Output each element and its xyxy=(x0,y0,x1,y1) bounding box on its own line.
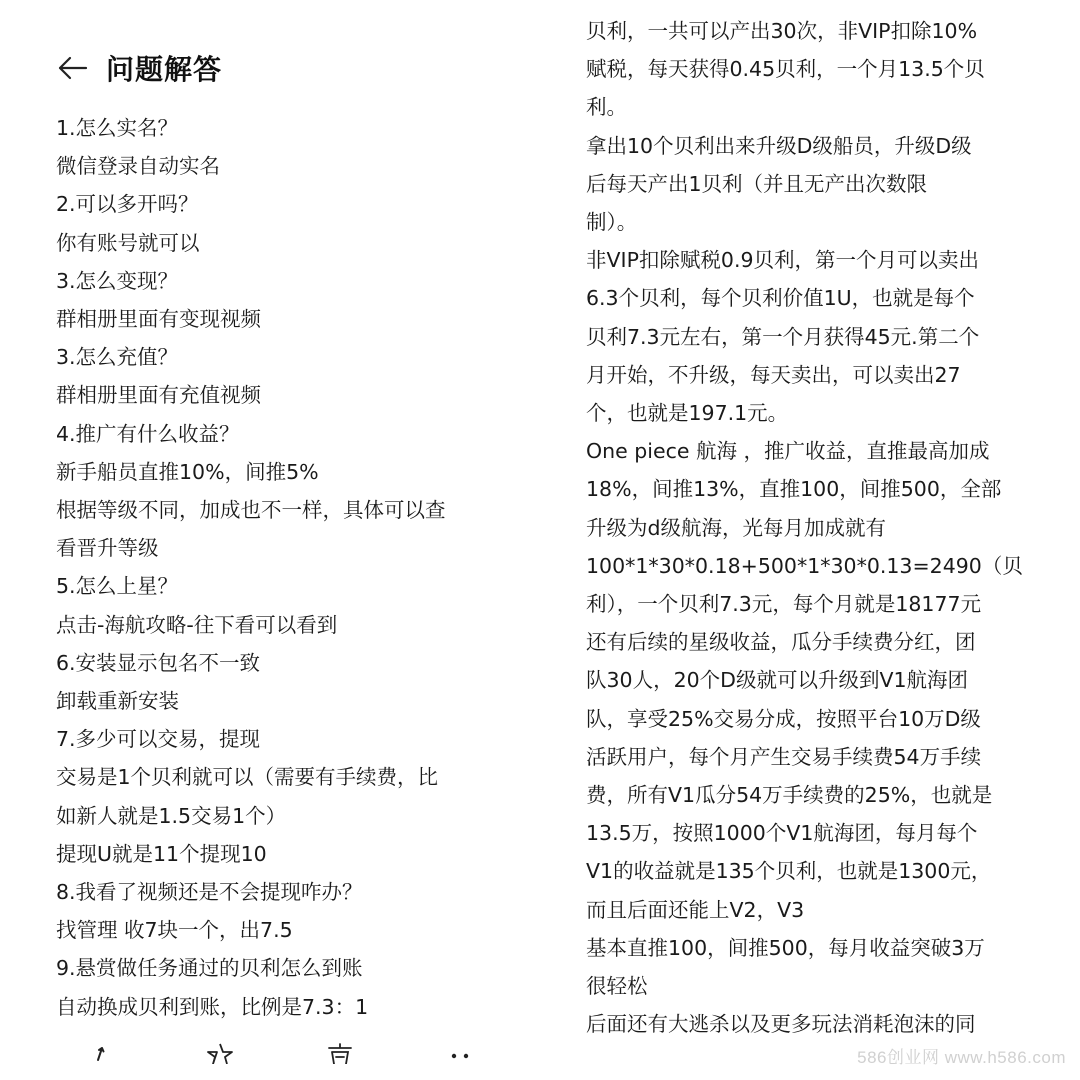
star-button[interactable] xyxy=(190,1032,250,1072)
qa-line: 4.推广有什么收益？ xyxy=(56,421,240,446)
qa-line: 自动换成贝利到账，比例是7.3：1 xyxy=(56,994,369,1019)
article-line: 后每天产出1贝利（并且无产出次数限 xyxy=(586,171,928,196)
qa-line: 找管理 收7块一个，出7.5 xyxy=(56,918,293,943)
share-button[interactable] xyxy=(70,1032,130,1072)
article-line: 贝利7.3元左右，第一个月获得45元.第二个 xyxy=(586,324,980,349)
article-line: 队30人，20个D级就可以升级到V1航海团 xyxy=(586,668,969,693)
article-line: 100*1*30*0.18+500*1*30*0.13=2490（贝 xyxy=(586,553,1023,578)
qa-line: 5.怎么上星？ xyxy=(56,574,179,599)
article-line: 费，所有V1瓜分54万手续费的25%，也就是 xyxy=(586,783,993,808)
article-line: 月开始，不升级，每天卖出，可以卖出27 xyxy=(586,362,961,387)
favorite-icon xyxy=(325,1040,355,1064)
qa-line: 1.怎么实名？ xyxy=(56,116,179,140)
article-line: 18%，间推13%，直推100，间推500，全部 xyxy=(586,477,1002,502)
qa-line: 2.可以多开吗？ xyxy=(56,192,199,217)
article-line: 6.3个贝利，每个贝利价值1U，也就是每个 xyxy=(586,286,975,311)
article-line: 13.5万，按照1000个V1航海团，每月每个 xyxy=(586,821,978,846)
article-line: 而且后面还能上V2，V3 xyxy=(586,897,805,922)
qa-line: 看晋升等级 xyxy=(56,536,159,561)
article-line: 后面还有大逃杀以及更多玩法消耗泡沫的同 xyxy=(586,1012,976,1037)
qa-line: 如新人就是1.5交易1个） xyxy=(56,803,287,828)
article-line: 贝利，一共可以产出30次，非VIP扣除10% xyxy=(586,19,978,43)
qa-line: 群相册里面有充值视频 xyxy=(56,383,261,408)
article-line: One piece 航海 ，推广收益，直推最高加成 xyxy=(586,439,990,464)
bottom-toolbar xyxy=(70,1032,490,1072)
back-button[interactable] xyxy=(56,51,90,85)
article-line: 队，享受25%交易分成，按照平台10万D级 xyxy=(586,706,981,731)
qa-line: 3.怎么变现？ xyxy=(56,268,179,293)
qa-line: 8.我看了视频还是不会提现咋办？ xyxy=(56,880,363,905)
share-icon xyxy=(88,1040,112,1064)
qa-line: 3.怎么充值？ xyxy=(56,345,179,370)
article-line: 利。 xyxy=(586,95,627,120)
column-divider xyxy=(540,0,541,1080)
qa-line: 新手船员直推10%，间推5% xyxy=(56,459,319,484)
article-line: 非VIP扣除赋税0.9贝利，第一个月可以卖出 xyxy=(586,248,980,273)
watermark: 586创业网 www.h586.com xyxy=(857,1048,1066,1067)
qa-line: 根据等级不同，加成也不一样，具体可以查 xyxy=(56,498,446,523)
article-line: 制）。 xyxy=(586,210,638,235)
qa-line: 9.悬赏做任务通过的贝利怎么到账 xyxy=(56,956,363,981)
article-line: 拿出10个贝利出来升级D级船员，升级D级 xyxy=(586,133,972,158)
page-header xyxy=(56,44,222,92)
qa-line: 7.多少可以交易，提现 xyxy=(56,727,261,752)
more-icon xyxy=(445,1040,475,1064)
article-line: V1的收益就是135个贝利，也就是1300元， xyxy=(586,859,992,884)
article-line: 赋税，每天获得0.45贝利，一个月13.5个贝 xyxy=(586,57,985,82)
article-line: 基本直推100，间推500，每月收益突破3万 xyxy=(586,935,985,960)
arrow-left-icon xyxy=(58,56,88,80)
qa-line: 6.安装显示包名不一致 xyxy=(56,650,261,675)
qa-line: 交易是1个贝利就可以（需要有手续费，比 xyxy=(56,765,439,790)
star-icon xyxy=(203,1040,237,1064)
qa-line: 提现U就是11个提现10 xyxy=(56,841,267,866)
qa-list xyxy=(56,109,516,1026)
article-line: 活跃用户，每个月产生交易手续费54万手续 xyxy=(586,744,982,769)
article-line: 升级为d级航海，光每月加成就有 xyxy=(586,515,887,540)
qa-line: 微信登录自动实名 xyxy=(56,154,220,179)
more-button[interactable] xyxy=(430,1032,490,1072)
article-line: 还有后续的星级收益，瓜分手续费分红，团 xyxy=(586,630,976,655)
qa-line: 群相册里面有变现视频 xyxy=(56,307,261,332)
article-line: 个，也就是197.1元。 xyxy=(586,401,789,426)
qa-line: 点击-海航攻略-往下看可以看到 xyxy=(56,612,338,637)
right-panel xyxy=(586,12,1056,1043)
article-line: 利），一个贝利7.3元，每个月就是18177元 xyxy=(586,592,982,617)
qa-line: 你有账号就可以 xyxy=(56,230,200,255)
favorite-button[interactable] xyxy=(310,1032,370,1072)
article-line: 很轻松 xyxy=(586,974,648,999)
page-title: 问题解答 xyxy=(106,53,223,86)
qa-line: 卸载重新安装 xyxy=(56,689,179,714)
